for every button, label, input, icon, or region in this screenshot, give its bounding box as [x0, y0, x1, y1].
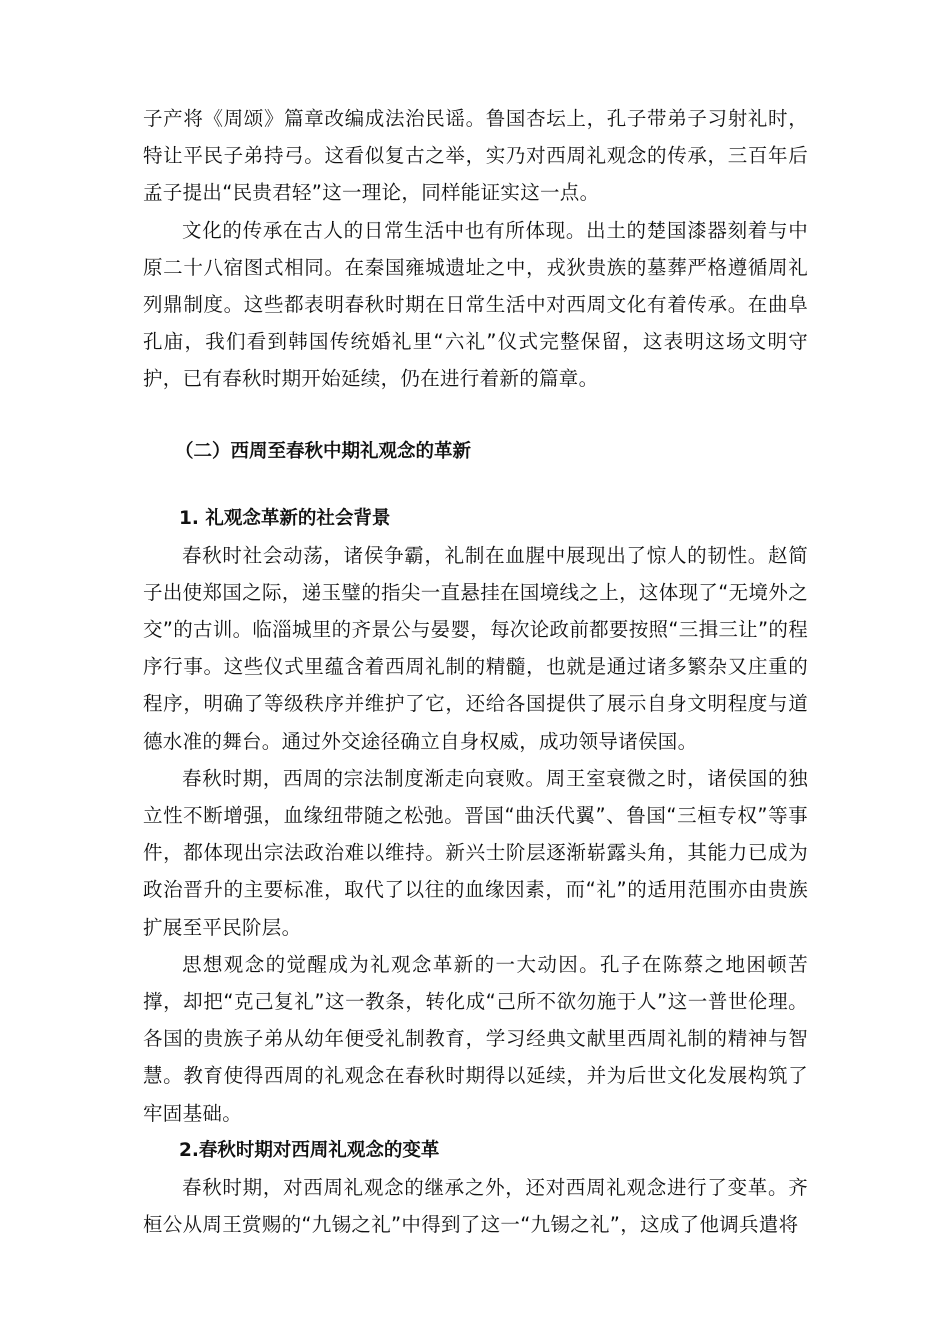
document-body [143, 100, 808, 1243]
paragraph-reform: 春秋时期，对西周礼观念的继承之外，还对西周礼观念进行了变革。齐桓公从周王赏赐的“九锡之礼”中得到了这一“九锡之礼”，这成了他调兵遣将 [143, 1175, 808, 1237]
spacer [143, 398, 808, 433]
paragraph-cultural-inheritance: 文化的传承在古人的日常生活中也有所体现。出土的楚国漆器刻着与中原二十八宿图式相同。在秦国雍城遗址之中，戎狄贵族的墓葬严格遵循周礼列鼎制度。这些都表明春秋时期在日常生活中对西周文化有着传承。在曲阜孔庙，我们看到韩国传统婚礼里“六礼”仪式完整保留，这表明这场文明守护，已有春秋时期开始延续，仍在进行着新的篇章。 [143, 218, 808, 391]
paragraph-social-turmoil: 春秋时社会动荡，诸侯争霸，礼制在血腥中展现出了惊人的韧性。赵简子出使郑国之际，递玉璧的指尖一直悬挂在国境线之上，这体现了“无境外之交”的古训。临淄城里的齐景公与晏婴，每次论政前都要按照“三揖三让”的程序行事。这些仪式里蕴含着西周礼制的精髓，也就是通过诸多繁杂又庄重的程序，明确了等级秩序并维护了它，还给各国提供了展示自身文明程度与道德水准的舞台。通过外交途径确立自身权威，成功领导诸侯国。 [143, 543, 808, 753]
paragraph-clan-system: 春秋时期，西周的宗法制度渐走向衰败。周王室衰微之时，诸侯国的独立性不断增强，血缘纽带随之松弛。晋国“曲沃代翼”、鲁国“三桓专权”等事件，都体现出宗法政治难以维持。新兴士阶层逐渐崭露头角，其能力已成为政治晋升的主要标准，取代了以往的血缘因素，而“礼”的适用范围亦由贵族扩展至平民阶层。 [143, 766, 808, 939]
paragraph-continued: 子产将《周颂》篇章改编成法治民谣。鲁国杏坛上，孔子带弟子习射礼时，特让平民子弟持弓。这看似复古之举，实乃对西周礼观念的传承，三百年后孟子提出“民贵君轻”这一理论，同样能证实这一点。 [143, 107, 808, 205]
subsection-heading-1: 1. 礼观念革新的社会背景 [179, 507, 391, 529]
paragraph-ideological-awakening: 思想观念的觉醒成为礼观念革新的一大动因。孔子在陈蔡之地困顿苦撑，却把“克己复礼”这一教条，转化成“己所不欲勿施于人”这一普世伦理。各国的贵族子弟从幼年便受礼制教育，学习经典文献里西周礼制的精神与智慧。教育使得西周的礼观念在春秋时期得以延续，并为后世文化发展构筑了牢固基础。 [143, 952, 808, 1125]
spacer [143, 470, 808, 500]
subsection-heading-2: 2.春秋时期对西周礼观念的变革 [179, 1139, 440, 1161]
section-heading: （二）西周至春秋中期礼观念的革新 [175, 440, 472, 462]
